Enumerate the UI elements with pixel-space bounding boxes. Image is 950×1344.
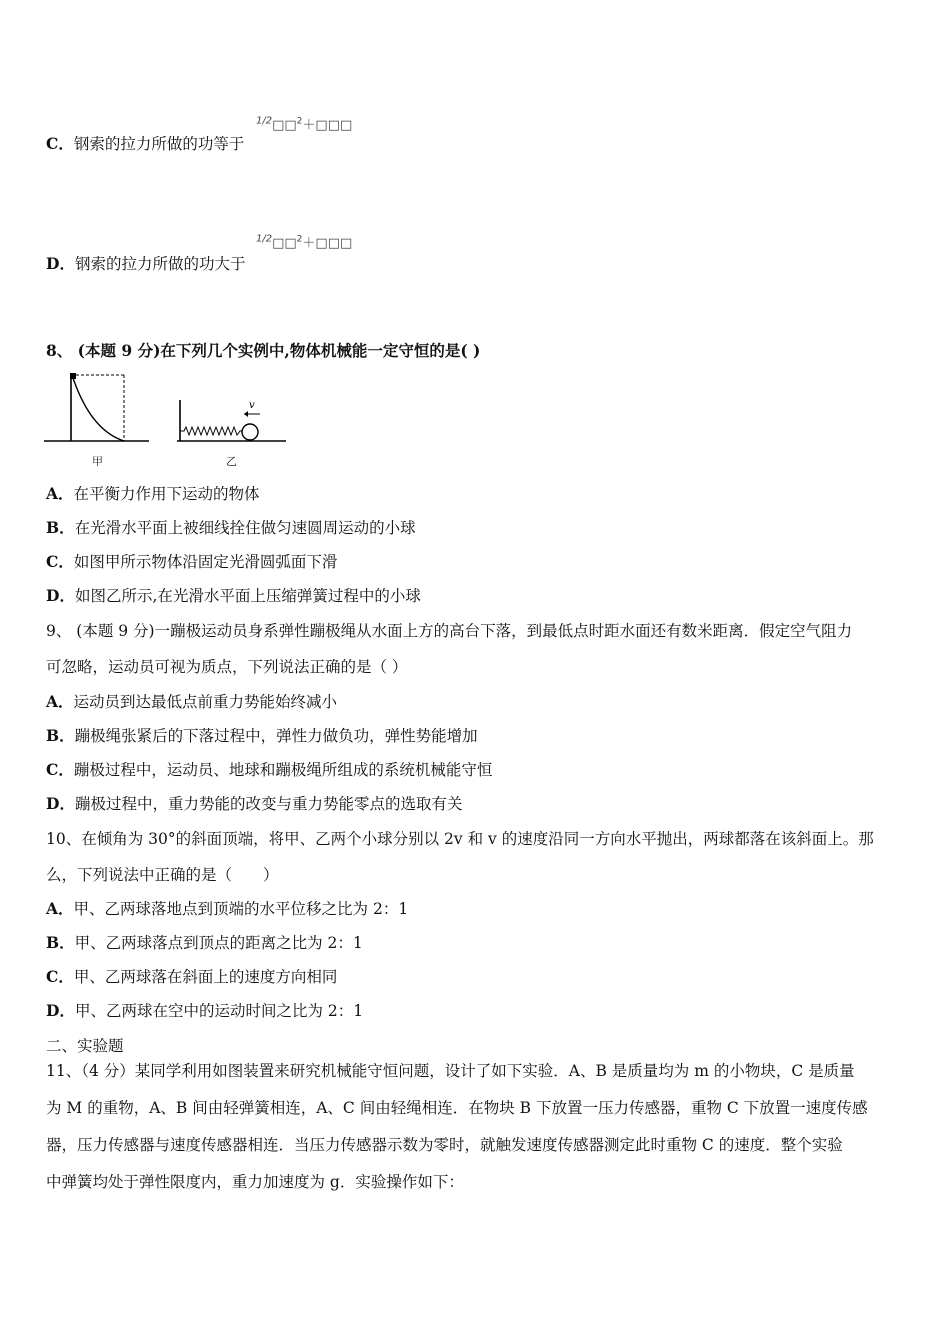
q10-stem-line2: 么，下列说法中正确的是（ ） xyxy=(46,866,279,884)
option-letter: B． xyxy=(46,518,75,537)
option-text: 如图甲所示物体沿固定光滑圆弧面下滑 xyxy=(73,553,338,571)
q11-line4: 中弹簧均处于弹性限度内，重力加速度为 g．实验操作如下： xyxy=(46,1173,464,1191)
formula-exponent: 2 xyxy=(296,234,303,245)
q9-option-c xyxy=(46,760,906,780)
option-text: 蹦极绳张紧后的下落过程中，弹性力做负功，弹性势能增加 xyxy=(74,727,478,745)
formula-fraction: 1/2 xyxy=(256,233,273,245)
formula-d xyxy=(256,232,352,251)
ball-yi xyxy=(242,424,258,440)
option-text: 蹦极过程中，运动员、地球和蹦极绳所组成的系统机械能守恒 xyxy=(73,761,493,779)
velocity-arrowhead xyxy=(244,411,248,417)
option-text: 甲、乙两球在空中的运动时间之比为 2：1 xyxy=(74,1002,364,1020)
q9-option-d xyxy=(46,794,906,814)
option-text: 蹦极过程中，重力势能的改变与重力势能零点的选取有关 xyxy=(74,795,463,813)
q9-option-a xyxy=(46,692,906,712)
option-text: 运动员到达最低点前重力势能始终减小 xyxy=(73,693,338,711)
q8-option-c xyxy=(46,552,906,572)
q7-option-d xyxy=(46,254,906,274)
q9-option-b xyxy=(46,726,906,746)
option-letter: D． xyxy=(46,1001,75,1020)
formula-fraction: 1/2 xyxy=(256,115,273,127)
q11-line1: 11、（4 分）某同学利用如图装置来研究机械能守恒问题，设计了如下实验．A、B 是质量均为 m 的小物块，C 是质量 xyxy=(46,1062,855,1080)
formula-tail: ＋□□□ xyxy=(302,118,353,133)
option-letter: C． xyxy=(46,967,74,986)
section-title: 二、实验题 xyxy=(46,1037,124,1055)
option-letter: A． xyxy=(46,899,74,918)
formula-exponent: 2 xyxy=(296,116,303,127)
arc-surface xyxy=(72,375,124,441)
option-letter: C． xyxy=(46,134,74,153)
q10-option-d xyxy=(46,1001,906,1021)
q8-option-d xyxy=(46,586,906,606)
option-letter: A． xyxy=(46,484,74,503)
option-letter: A． xyxy=(46,692,74,711)
spring xyxy=(180,427,243,435)
formula-tail: ＋□□□ xyxy=(302,236,353,251)
option-letter: B． xyxy=(46,933,75,952)
option-letter: D． xyxy=(46,254,75,273)
figure-label-yi: 乙 xyxy=(226,455,237,468)
q9-stem-line2: 可忽略，运动员可视为质点，下列说法正确的是（ ） xyxy=(46,658,408,676)
option-text: 钢索的拉力所做的功大于 xyxy=(74,255,246,273)
q10-option-a xyxy=(46,899,906,919)
q10-option-c xyxy=(46,967,906,987)
velocity-label: v xyxy=(249,400,255,411)
option-text: 在光滑水平面上被细线拴住做匀速圆周运动的小球 xyxy=(74,519,416,537)
q10-stem-line1: 10、在倾角为 30°的斜面顶端，将甲、乙两个小球分别以 2v 和 v 的速度沿同一方向水平抛出，两球都落在该斜面上。那 xyxy=(46,830,874,848)
q8-option-b xyxy=(46,518,906,538)
q9-stem-line1: 9、 (本题 9 分)一蹦极运动员身系弹性蹦极绳从水面上方的高台下落，到最低点时距水面还有数米距离．假定空气阻力 xyxy=(46,622,853,640)
option-text: 甲、乙两球落地点到顶端的水平位移之比为 2：1 xyxy=(73,900,409,918)
option-text: 在平衡力作用下运动的物体 xyxy=(73,485,260,503)
option-letter: B． xyxy=(46,726,75,745)
option-text: 钢索的拉力所做的功等于 xyxy=(73,135,245,153)
q7-option-c xyxy=(46,134,906,154)
option-letter: C． xyxy=(46,552,74,571)
q10-option-b xyxy=(46,933,906,953)
formula-body: □□ xyxy=(272,118,297,133)
formula-c xyxy=(256,114,352,133)
option-letter: D． xyxy=(46,586,75,605)
formula-body: □□ xyxy=(272,236,297,251)
option-letter: D． xyxy=(46,794,75,813)
figure-label-jia: 甲 xyxy=(92,455,103,468)
q11-line2: 为 M 的重物，A、B 间由轻弹簧相连，A、C 间由轻绳相连．在物块 B 下放置一压力传感器，重物 C 下放置一速度传感 xyxy=(46,1099,868,1117)
q8-option-a xyxy=(46,484,906,504)
option-letter: C． xyxy=(46,760,74,779)
q11-line3: 器，压力传感器与速度传感器相连．当压力传感器示数为零时，就触发速度传感器测定此时重物 C 的速度．整个实验 xyxy=(46,1136,843,1154)
option-text: 甲、乙两球落点到顶点的距离之比为 2：1 xyxy=(74,934,363,952)
option-text: 甲、乙两球落在斜面上的速度方向相同 xyxy=(73,968,338,986)
q8-figure xyxy=(44,368,304,448)
q8-stem: 8、 (本题 9 分)在下列几个实例中,物体机械能一定守恒的是( ) xyxy=(46,341,481,360)
option-text: 如图乙所示,在光滑水平面上压缩弹簧过程中的小球 xyxy=(74,587,421,605)
